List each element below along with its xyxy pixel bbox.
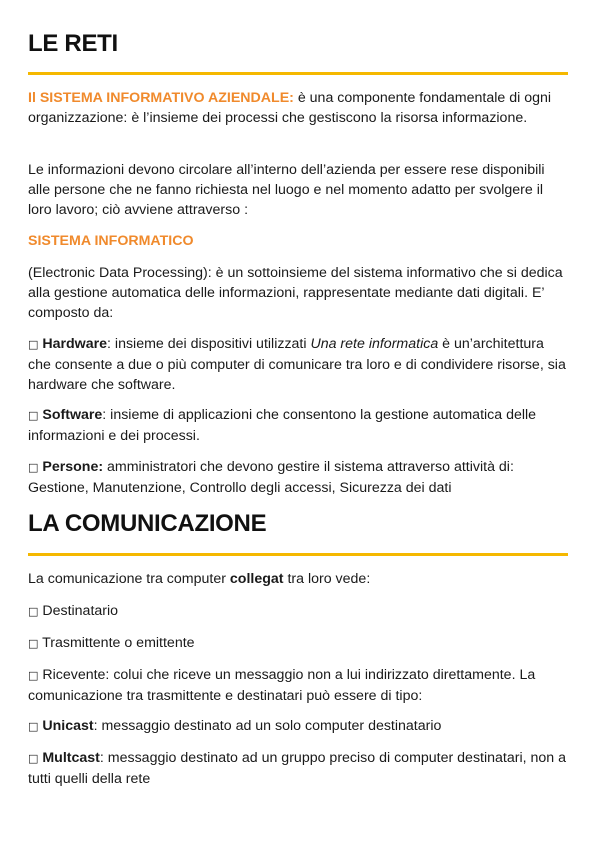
section-title-le-reti: LE RETI bbox=[28, 30, 118, 57]
paragraph-circolazione: Le informazioni devono circolare all’interno dell’azienda per essere rese disponibili alle persone che ne fanno richiesta nel luogo e nel momento adatto per svolgere il loro lavoro; ciò avviene attraverso : bbox=[28, 162, 545, 218]
bullet-box-icon: □ bbox=[28, 669, 39, 682]
intro-paragraph bbox=[28, 88, 568, 128]
intro-label: Il SISTEMA INFORMATIVO AZIENDALE: bbox=[28, 90, 294, 106]
bullet-box-icon: □ bbox=[28, 338, 39, 351]
title-underline bbox=[28, 553, 568, 556]
list-item-unicast bbox=[28, 716, 568, 737]
comunicazione-intro bbox=[28, 569, 568, 589]
intro-text: è una componente fondamentale di ogni organizzazione: è l’insieme dei processi che gestiscono la risorsa informazione. bbox=[28, 90, 552, 126]
hardware-italic: Una rete informatica bbox=[310, 336, 439, 352]
hardware-label: Hardware bbox=[42, 336, 108, 352]
bullet-box-icon: □ bbox=[28, 752, 39, 765]
bullet-box-icon: □ bbox=[28, 605, 39, 618]
list-item-multicast bbox=[28, 748, 568, 789]
list-item-persone bbox=[28, 457, 568, 498]
multicast-label: Multcast bbox=[42, 750, 100, 766]
comunicazione-intro-text: La comunicazione tra computer bbox=[28, 571, 230, 587]
bullet-box-icon: □ bbox=[28, 637, 39, 650]
persone-text: amministratori che devono gestire il sistema attraverso attività di: Gestione, Manutenzione, Controllo degli accessi, Sicurezza dei dati bbox=[28, 459, 514, 496]
bullet-box-icon: □ bbox=[28, 409, 39, 422]
bullet-box-icon: □ bbox=[28, 720, 39, 733]
list-item-ricevente bbox=[28, 665, 568, 706]
trasmittente-text: Trasmittente o emittente bbox=[38, 635, 195, 651]
subheading-sistema-informatico: SISTEMA INFORMATICO bbox=[28, 233, 194, 249]
unicast-text: : messaggio destinato ad un solo computer destinatario bbox=[93, 718, 442, 734]
unicast-label: Unicast bbox=[42, 718, 94, 734]
bullet-box-icon: □ bbox=[28, 461, 39, 474]
comunicazione-intro-text-2: tra loro vede: bbox=[283, 571, 371, 587]
list-item-hardware bbox=[28, 334, 568, 395]
persone-label: Persone: bbox=[42, 459, 104, 475]
comunicazione-bold: collegat bbox=[229, 571, 284, 587]
software-text: : insieme di applicazioni che consentono la gestione automatica delle informazioni e dei processi. bbox=[28, 407, 537, 444]
multicast-text: : messaggio destinato ad un gruppo preciso di computer destinatari, non a tutti quelli della rete bbox=[28, 750, 567, 787]
list-item-trasmittente bbox=[28, 633, 568, 654]
list-item-software bbox=[28, 405, 568, 446]
hardware-text-2: è un’architettura che consente a due o più computer di comunicare tra loro e di condividere risorse, sia hardware che software. bbox=[28, 336, 566, 393]
software-label: Software bbox=[42, 407, 103, 423]
ricevente-text: Ricevente: colui che riceve un messaggio non a lui indirizzato direttamente. La comunicazione tra trasmittente e destinatari può essere di tipo: bbox=[28, 667, 536, 704]
paragraph-edp: (Electronic Data Processing): è un sottoinsieme del sistema informativo che si dedica alla gestione automatica delle informazioni, rappresentate mediante dati digitali. E’ composto da: bbox=[28, 265, 563, 321]
destinatario-text: Destinatario bbox=[38, 603, 119, 619]
list-item-destinatario bbox=[28, 601, 568, 622]
hardware-text: : insieme dei dispositivi utilizzati bbox=[107, 336, 311, 352]
section-title-la-comunicazione: LA COMUNICAZIONE bbox=[28, 510, 267, 537]
title-underline bbox=[28, 72, 568, 75]
